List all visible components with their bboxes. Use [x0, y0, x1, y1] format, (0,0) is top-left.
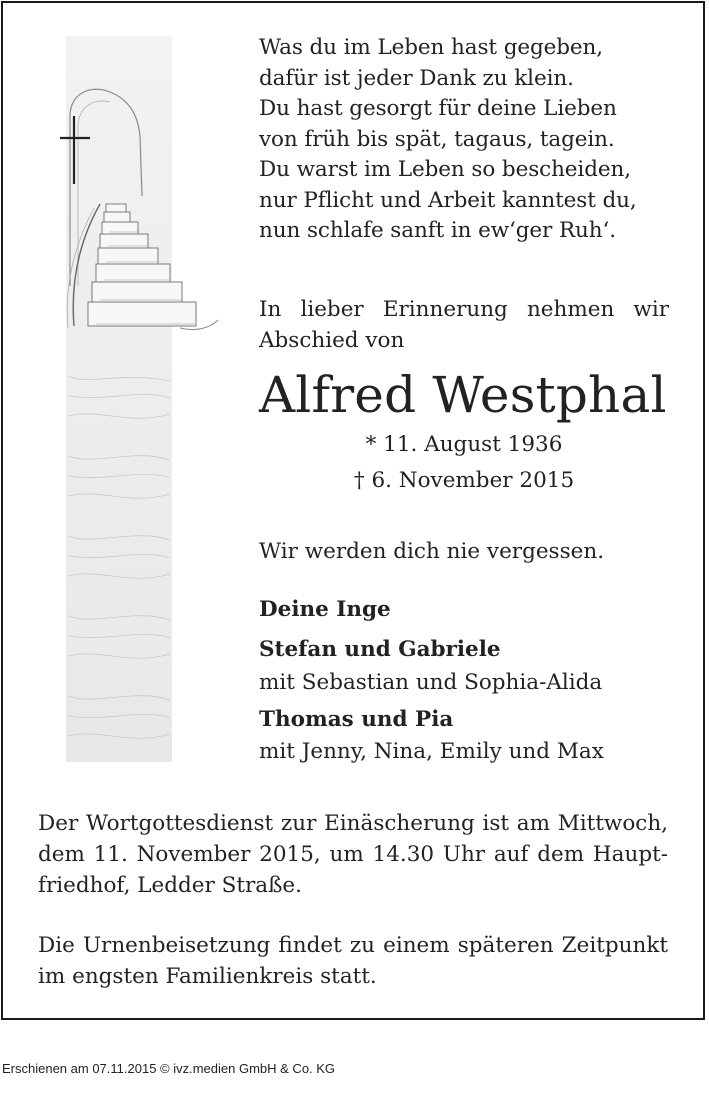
- mourner-name: Deine Inge: [259, 597, 391, 622]
- poem-line: Du hast gesorgt für deine Lieben: [259, 96, 617, 121]
- intro-text: [259, 294, 669, 356]
- memorial-poem: [259, 33, 679, 247]
- death-date: † 6. November 2015: [353, 468, 575, 493]
- publication-footer: Erschienen am 07.11.2015 © ivz.medien GmbH & Co. KG: [2, 1061, 336, 1076]
- poem-line: nun schlafe sanft in ew‘ger Ruh‘.: [259, 218, 617, 243]
- poem-line: nur Pflicht und Arbeit kanntest du,: [259, 187, 637, 213]
- stairway-illustration: [30, 36, 225, 762]
- service-line: Der Wortgottesdienst zur Einäscherung ist am Mittwoch,: [38, 811, 668, 836]
- poem-line: dafür ist jeder Dank zu klein.: [259, 65, 574, 91]
- intro-line: Abschied von: [259, 328, 405, 353]
- burial-line: Die Urnenbeisetzung findet zu einem späteren Zeitpunkt: [38, 933, 668, 958]
- service-line: dem 11. November 2015, um 14.30 Uhr auf dem Haupt-: [38, 842, 668, 867]
- service-line: friedhof, Ledder Straße.: [38, 873, 302, 898]
- mourner-children: mit Sebastian und Sophia-Alida: [259, 670, 603, 695]
- service-notice: [38, 808, 668, 901]
- birth-date: * 11. August 1936: [365, 432, 563, 457]
- poem-line: von früh bis spät, tagaus, tagein.: [259, 126, 615, 152]
- poem-line: Was du im Leben hast gegeben,: [259, 35, 604, 60]
- mourner-name: Stefan und Gabriele: [259, 637, 501, 662]
- deceased-name: Alfred Westphal: [259, 366, 667, 424]
- farewell-line: Wir werden dich nie vergessen.: [259, 539, 605, 564]
- mourner-children: mit Jenny, Nina, Emily und Max: [259, 739, 604, 764]
- poem-line: Du warst im Leben so bescheiden,: [259, 157, 631, 182]
- intro-line: In lieber Erinnerung nehmen wir: [259, 297, 669, 322]
- burial-line: im engsten Familienkreis statt.: [38, 964, 377, 989]
- mourner-name: Thomas und Pia: [259, 707, 454, 732]
- burial-notice: [38, 930, 668, 992]
